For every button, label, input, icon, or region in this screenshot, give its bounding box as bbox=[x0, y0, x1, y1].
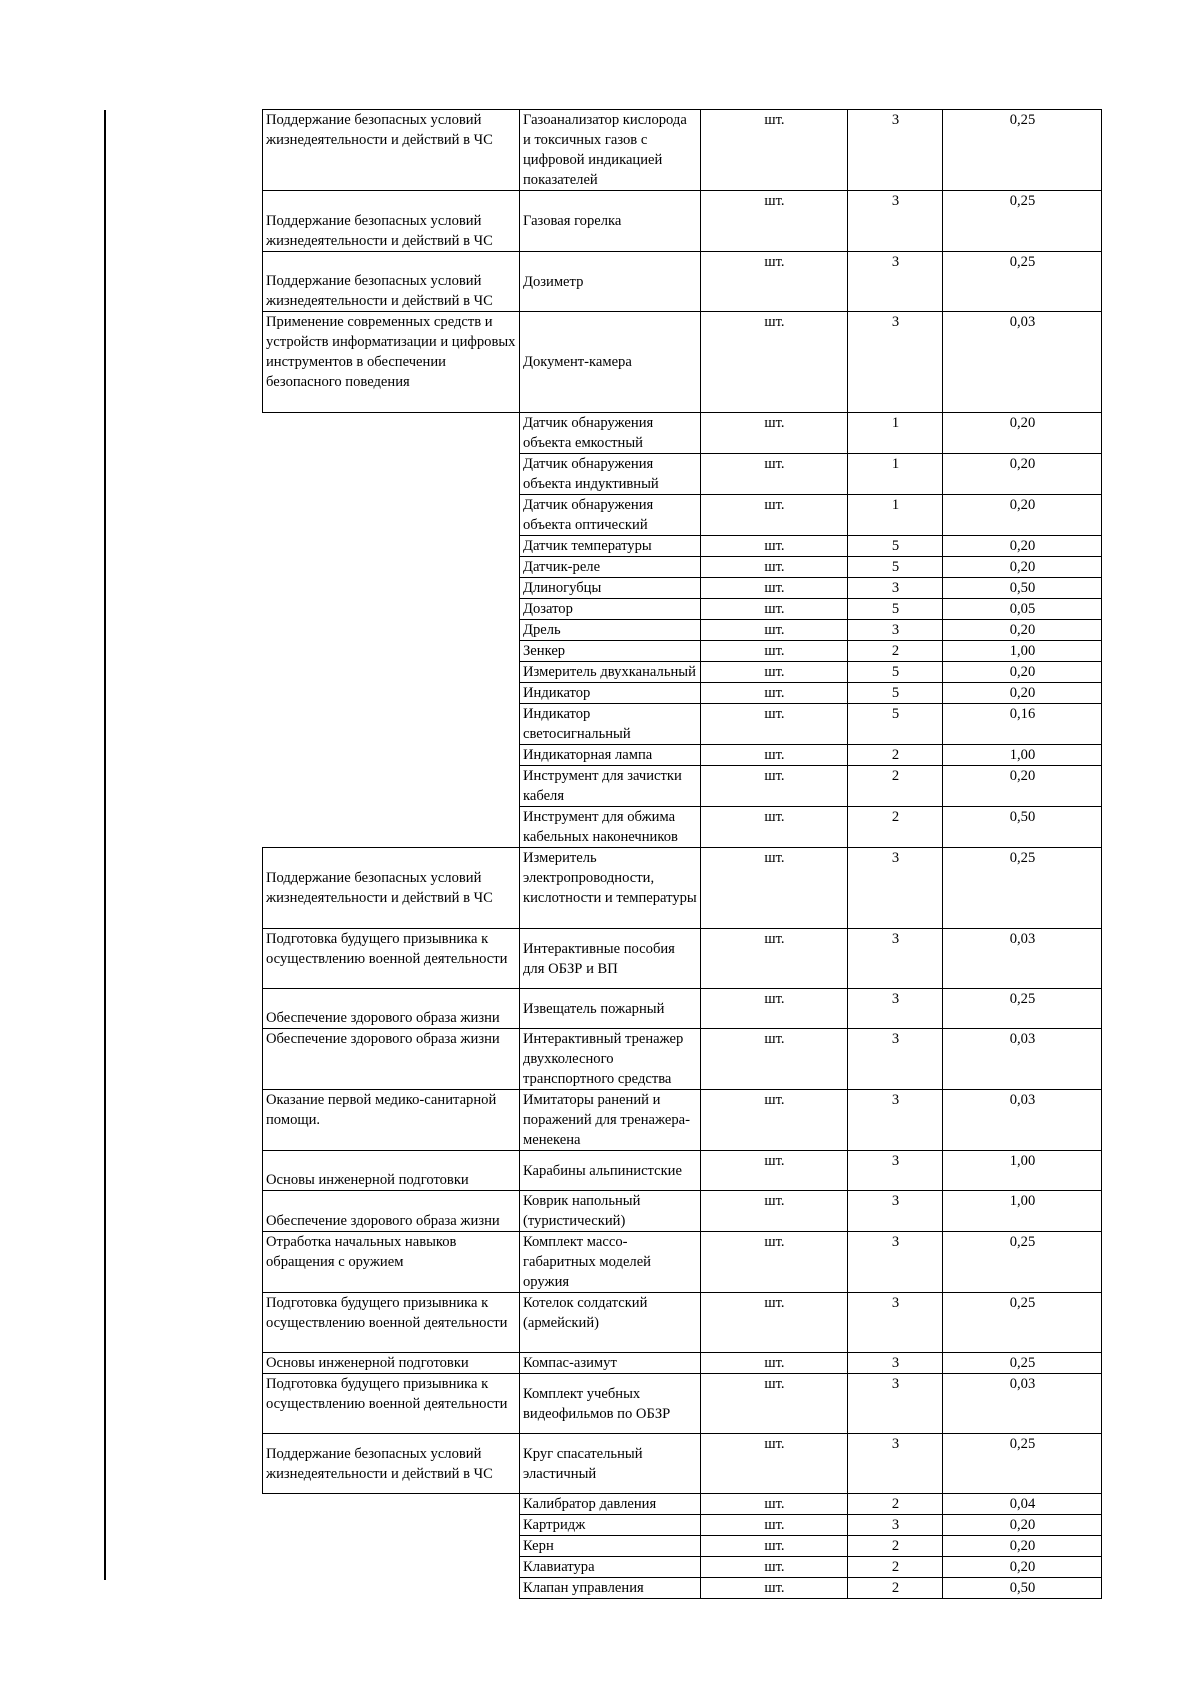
qty-cell: 3 bbox=[848, 1151, 943, 1191]
qty-cell: 2 bbox=[848, 1494, 943, 1515]
item-cell: Клапан управления bbox=[520, 1578, 701, 1599]
unit-cell: шт. bbox=[701, 1515, 848, 1536]
rate-cell: 0,03 bbox=[943, 1374, 1102, 1434]
rate-cell: 0,04 bbox=[943, 1494, 1102, 1515]
item-cell: Карабины альпинистские bbox=[520, 1151, 701, 1191]
qty-cell: 1 bbox=[848, 413, 943, 454]
rate-cell: 0,25 bbox=[943, 1232, 1102, 1293]
rate-cell: 0,25 bbox=[943, 110, 1102, 191]
qty-cell: 3 bbox=[848, 1090, 943, 1151]
section-cell-empty bbox=[263, 413, 520, 848]
qty-cell: 2 bbox=[848, 641, 943, 662]
rate-cell: 0,20 bbox=[943, 662, 1102, 683]
section-cell: Поддержание безопасных условий жизнедеятельности и действий в ЧС bbox=[263, 252, 520, 312]
unit-cell: шт. bbox=[701, 620, 848, 641]
section-cell: Отработка начальных навыков обращения с оружием bbox=[263, 1232, 520, 1293]
item-cell: Клавиатура bbox=[520, 1557, 701, 1578]
section-cell: Подготовка будущего призывника к осуществлению военной деятельности bbox=[263, 1293, 520, 1353]
qty-cell: 1 bbox=[848, 495, 943, 536]
unit-cell: шт. bbox=[701, 557, 848, 578]
rate-cell: 0,25 bbox=[943, 1434, 1102, 1494]
table-row bbox=[263, 1232, 1102, 1293]
rate-cell: 1,00 bbox=[943, 641, 1102, 662]
section-cell: Обеспечение здорового образа жизни bbox=[263, 989, 520, 1029]
item-cell: Датчик обнаружения объекта индуктивный bbox=[520, 454, 701, 495]
rate-cell: 0,50 bbox=[943, 578, 1102, 599]
item-cell: Датчик-реле bbox=[520, 557, 701, 578]
unit-cell: шт. bbox=[701, 536, 848, 557]
qty-cell: 3 bbox=[848, 578, 943, 599]
unit-cell: шт. bbox=[701, 1151, 848, 1191]
rate-cell: 0,03 bbox=[943, 312, 1102, 413]
table-row bbox=[263, 252, 1102, 312]
table-row bbox=[263, 1434, 1102, 1494]
qty-cell: 1 bbox=[848, 454, 943, 495]
rate-cell: 0,25 bbox=[943, 191, 1102, 252]
item-cell: Калибратор давления bbox=[520, 1494, 701, 1515]
qty-cell: 3 bbox=[848, 1434, 943, 1494]
unit-cell: шт. bbox=[701, 704, 848, 745]
rate-cell: 0,25 bbox=[943, 848, 1102, 929]
item-cell: Индикаторная лампа bbox=[520, 745, 701, 766]
item-cell: Длиногубцы bbox=[520, 578, 701, 599]
table-row bbox=[263, 1353, 1102, 1374]
qty-cell: 2 bbox=[848, 807, 943, 848]
section-cell: Оказание первой медико-санитарной помощи. bbox=[263, 1090, 520, 1151]
qty-cell: 3 bbox=[848, 1353, 943, 1374]
rate-cell: 0,25 bbox=[943, 1353, 1102, 1374]
rate-cell: 0,20 bbox=[943, 413, 1102, 454]
rate-cell: 0,50 bbox=[943, 1578, 1102, 1599]
unit-cell: шт. bbox=[701, 989, 848, 1029]
section-cell: Основы инженерной подготовки bbox=[263, 1151, 520, 1191]
qty-cell: 5 bbox=[848, 683, 943, 704]
unit-cell: шт. bbox=[701, 1434, 848, 1494]
table-row bbox=[263, 1374, 1102, 1434]
item-cell: Датчик обнаружения объекта оптический bbox=[520, 495, 701, 536]
rate-cell: 0,25 bbox=[943, 252, 1102, 312]
unit-cell: шт. bbox=[701, 662, 848, 683]
item-cell: Компас-азимут bbox=[520, 1353, 701, 1374]
qty-cell: 3 bbox=[848, 1232, 943, 1293]
unit-cell: шт. bbox=[701, 1232, 848, 1293]
qty-cell: 5 bbox=[848, 704, 943, 745]
item-cell: Коврик напольный (туристический) bbox=[520, 1191, 701, 1232]
unit-cell: шт. bbox=[701, 191, 848, 252]
table-row bbox=[263, 1029, 1102, 1090]
qty-cell: 5 bbox=[848, 557, 943, 578]
qty-cell: 2 bbox=[848, 1578, 943, 1599]
unit-cell: шт. bbox=[701, 641, 848, 662]
item-cell: Датчик обнаружения объекта емкостный bbox=[520, 413, 701, 454]
qty-cell: 2 bbox=[848, 1536, 943, 1557]
rate-cell: 0,16 bbox=[943, 704, 1102, 745]
rate-cell: 0,20 bbox=[943, 536, 1102, 557]
section-cell-empty bbox=[263, 1494, 520, 1599]
rate-cell: 1,00 bbox=[943, 1191, 1102, 1232]
unit-cell: шт. bbox=[701, 312, 848, 413]
item-cell: Имитаторы ранений и поражений для тренажера-менекена bbox=[520, 1090, 701, 1151]
table-row bbox=[263, 1191, 1102, 1232]
qty-cell: 3 bbox=[848, 1029, 943, 1090]
section-cell: Обеспечение здорового образа жизни bbox=[263, 1191, 520, 1232]
unit-cell: шт. bbox=[701, 1353, 848, 1374]
rate-cell: 0,50 bbox=[943, 807, 1102, 848]
rate-cell: 0,03 bbox=[943, 1090, 1102, 1151]
item-cell: Измеритель двухканальный bbox=[520, 662, 701, 683]
qty-cell: 3 bbox=[848, 620, 943, 641]
item-cell: Датчик температуры bbox=[520, 536, 701, 557]
qty-cell: 5 bbox=[848, 662, 943, 683]
equipment-table bbox=[262, 109, 1102, 1599]
unit-cell: шт. bbox=[701, 848, 848, 929]
unit-cell: шт. bbox=[701, 495, 848, 536]
qty-cell: 3 bbox=[848, 929, 943, 989]
table-row bbox=[263, 413, 1102, 454]
table-row bbox=[263, 110, 1102, 191]
section-cell: Подготовка будущего призывника к осуществлению военной деятельности bbox=[263, 1374, 520, 1434]
rate-cell: 0,20 bbox=[943, 1557, 1102, 1578]
rate-cell: 1,00 bbox=[943, 745, 1102, 766]
rate-cell: 0,20 bbox=[943, 557, 1102, 578]
section-cell: Применение современных средств и устройств информатизации и цифровых инструментов в обеспечении безопасного поведения bbox=[263, 312, 520, 413]
table-row bbox=[263, 191, 1102, 252]
item-cell: Дозиметр bbox=[520, 252, 701, 312]
unit-cell: шт. bbox=[701, 1293, 848, 1353]
qty-cell: 5 bbox=[848, 536, 943, 557]
item-cell: Инструмент для зачистки кабеля bbox=[520, 766, 701, 807]
unit-cell: шт. bbox=[701, 1090, 848, 1151]
unit-cell: шт. bbox=[701, 766, 848, 807]
item-cell: Картридж bbox=[520, 1515, 701, 1536]
item-cell: Документ-камера bbox=[520, 312, 701, 413]
item-cell: Интерактивный тренажер двухколесного транспортного средства bbox=[520, 1029, 701, 1090]
item-cell: Инструмент для обжима кабельных наконечников bbox=[520, 807, 701, 848]
rate-cell: 0,20 bbox=[943, 620, 1102, 641]
qty-cell: 3 bbox=[848, 1191, 943, 1232]
section-cell: Поддержание безопасных условий жизнедеятельности и действий в ЧС bbox=[263, 110, 520, 191]
rate-cell: 0,25 bbox=[943, 1293, 1102, 1353]
item-cell: Котелок солдатский (армейский) bbox=[520, 1293, 701, 1353]
unit-cell: шт. bbox=[701, 252, 848, 312]
qty-cell: 2 bbox=[848, 1557, 943, 1578]
qty-cell: 3 bbox=[848, 312, 943, 413]
section-cell: Обеспечение здорового образа жизни bbox=[263, 1029, 520, 1090]
unit-cell: шт. bbox=[701, 683, 848, 704]
item-cell: Индикатор bbox=[520, 683, 701, 704]
rate-cell: 0,20 bbox=[943, 495, 1102, 536]
unit-cell: шт. bbox=[701, 110, 848, 191]
qty-cell: 5 bbox=[848, 599, 943, 620]
rate-cell: 0,25 bbox=[943, 989, 1102, 1029]
rate-cell: 0,03 bbox=[943, 929, 1102, 989]
unit-cell: шт. bbox=[701, 745, 848, 766]
item-cell: Извещатель пожарный bbox=[520, 989, 701, 1029]
rate-cell: 0,20 bbox=[943, 766, 1102, 807]
unit-cell: шт. bbox=[701, 1191, 848, 1232]
section-cell: Поддержание безопасных условий жизнедеятельности и действий в ЧС bbox=[263, 191, 520, 252]
section-cell: Поддержание безопасных условий жизнедеятельности и действий в ЧС bbox=[263, 1434, 520, 1494]
qty-cell: 3 bbox=[848, 252, 943, 312]
rate-cell: 0,20 bbox=[943, 683, 1102, 704]
rate-cell: 0,20 bbox=[943, 454, 1102, 495]
rate-cell: 0,20 bbox=[943, 1515, 1102, 1536]
table-row bbox=[263, 312, 1102, 413]
item-cell: Дрель bbox=[520, 620, 701, 641]
rate-cell: 0,05 bbox=[943, 599, 1102, 620]
rate-cell: 1,00 bbox=[943, 1151, 1102, 1191]
qty-cell: 2 bbox=[848, 745, 943, 766]
qty-cell: 3 bbox=[848, 1374, 943, 1434]
table-row bbox=[263, 1151, 1102, 1191]
item-cell: Дозатор bbox=[520, 599, 701, 620]
item-cell: Индикатор светосигнальный bbox=[520, 704, 701, 745]
section-cell: Подготовка будущего призывника к осуществлению военной деятельности bbox=[263, 929, 520, 989]
item-cell: Газоанализатор кислорода и токсичных газов с цифровой индикацией показателей bbox=[520, 110, 701, 191]
item-cell: Круг спасательный эластичный bbox=[520, 1434, 701, 1494]
qty-cell: 3 bbox=[848, 989, 943, 1029]
margin-line bbox=[104, 110, 106, 1580]
table-row bbox=[263, 1494, 1102, 1515]
item-cell: Измеритель электропроводности, кислотности и температуры bbox=[520, 848, 701, 929]
unit-cell: шт. bbox=[701, 599, 848, 620]
unit-cell: шт. bbox=[701, 929, 848, 989]
item-cell: Комплект учебных видеофильмов по ОБЗР bbox=[520, 1374, 701, 1434]
qty-cell: 3 bbox=[848, 1293, 943, 1353]
item-cell: Комплект массо-габаритных моделей оружия bbox=[520, 1232, 701, 1293]
unit-cell: шт. bbox=[701, 1494, 848, 1515]
unit-cell: шт. bbox=[701, 454, 848, 495]
qty-cell: 3 bbox=[848, 191, 943, 252]
section-cell: Поддержание безопасных условий жизнедеятельности и действий в ЧС bbox=[263, 848, 520, 929]
table-row bbox=[263, 1090, 1102, 1151]
qty-cell: 3 bbox=[848, 848, 943, 929]
unit-cell: шт. bbox=[701, 1578, 848, 1599]
table-row bbox=[263, 1293, 1102, 1353]
unit-cell: шт. bbox=[701, 1557, 848, 1578]
unit-cell: шт. bbox=[701, 1374, 848, 1434]
unit-cell: шт. bbox=[701, 578, 848, 599]
qty-cell: 2 bbox=[848, 766, 943, 807]
unit-cell: шт. bbox=[701, 807, 848, 848]
qty-cell: 3 bbox=[848, 1515, 943, 1536]
item-cell: Зенкер bbox=[520, 641, 701, 662]
item-cell: Интерактивные пособия для ОБЗР и ВП bbox=[520, 929, 701, 989]
table-row bbox=[263, 989, 1102, 1029]
qty-cell: 3 bbox=[848, 110, 943, 191]
unit-cell: шт. bbox=[701, 1536, 848, 1557]
item-cell: Газовая горелка bbox=[520, 191, 701, 252]
table-row bbox=[263, 929, 1102, 989]
rate-cell: 0,20 bbox=[943, 1536, 1102, 1557]
table-row bbox=[263, 848, 1102, 929]
rate-cell: 0,03 bbox=[943, 1029, 1102, 1090]
unit-cell: шт. bbox=[701, 413, 848, 454]
item-cell: Керн bbox=[520, 1536, 701, 1557]
section-cell: Основы инженерной подготовки bbox=[263, 1353, 520, 1374]
unit-cell: шт. bbox=[701, 1029, 848, 1090]
